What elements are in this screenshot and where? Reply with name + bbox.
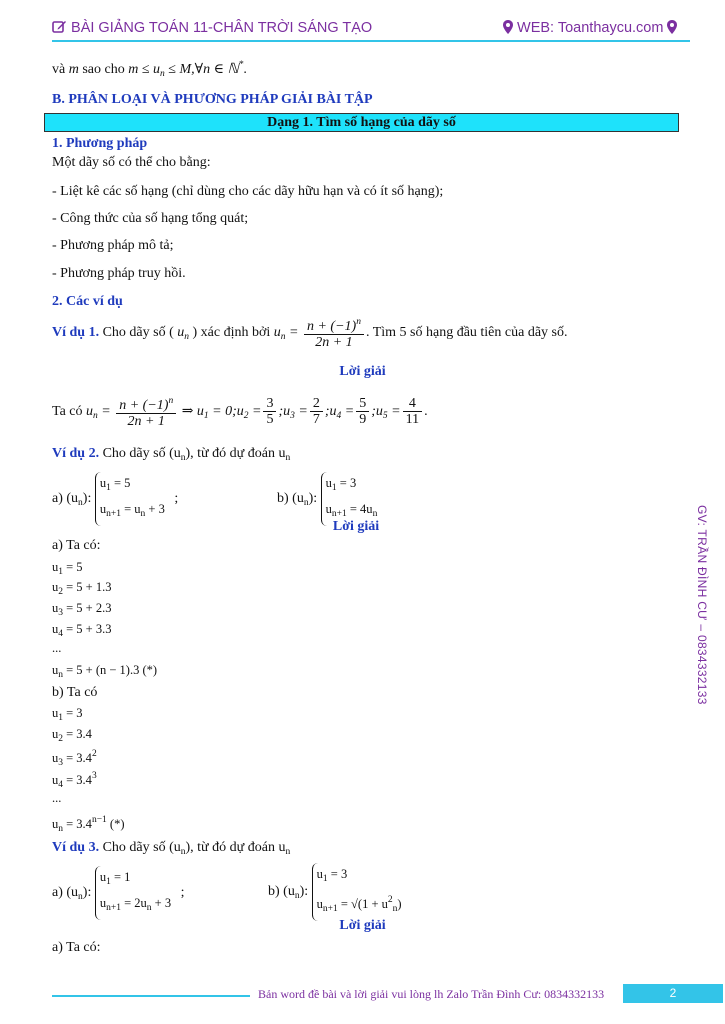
sequence-term: $u_4 = 3.4^3$ [52, 771, 97, 790]
location-pin-icon-2 [667, 20, 677, 38]
general-term: $u_n = 5 + (n - 1).3$ (*) [52, 663, 158, 680]
ellipsis: ... [52, 791, 62, 805]
solution-2a-heading: a) Ta có: [52, 538, 101, 553]
recurrence-system: $u_1 = 1$ $u_{n+1} = 2u_n + 3$ [95, 866, 171, 920]
solution-3a-heading: a) Ta có: [52, 940, 101, 955]
sequence-term: $u_4 = 5 + 3.3$ [52, 622, 112, 639]
example-3: Ví dụ 3. Cho dãy số $(u_n)$, từ đó dự đoán $u_n$ [52, 840, 291, 857]
example-3-part-b: b) $(u_n)$: $u_1 = 3$ $u_{n+1} = √(1 + u^2_n)$ [268, 863, 402, 921]
recurrence-system: $u_1 = 5$ $u_{n+1} = u_n + 3$ [95, 472, 165, 526]
header-website[interactable]: WEB: Toanthaycu.com [517, 20, 664, 36]
sequence-term: $u_3 = 3.4^2$ [52, 749, 97, 768]
header-divider [52, 40, 690, 42]
example-2: Ví dụ 2. Cho dãy số $(u_n)$, từ đó dự đoán $u_n$ [52, 446, 291, 463]
section-heading: B. PHÂN LOẠI VÀ PHƯƠNG PHÁP GIẢI BÀI TẬP [52, 92, 373, 107]
solution-2b-heading: b) Ta có [52, 685, 98, 700]
location-pin-icon [503, 20, 513, 38]
sequence-term: $u_1 = 5$ [52, 560, 83, 577]
footer-text: Bản word đề bài và lời giải vui lòng lh Zalo Trần Đình Cư: 0834332133 [258, 987, 605, 1001]
solution-label-2: Lời giải [332, 519, 380, 534]
header-title: BÀI GIẢNG TOÁN 11-CHÂN TRỜI SÁNG TẠO [71, 20, 373, 36]
method-item: - Phương pháp truy hồi. [52, 266, 186, 281]
phuong-phap-intro: Một dãy số có thể cho bằng: [52, 155, 211, 170]
phuong-phap-heading: 1. Phương pháp [52, 136, 148, 151]
method-item: - Liệt kê các số hạng (chỉ dùng cho các dãy hữu hạn và có ít số hạng); [52, 184, 444, 199]
sequence-term: $u_3 = 5 + 2.3$ [52, 601, 112, 618]
side-author-text: GV: TRẦN ĐÌNH CƯ – 0834332133 [695, 505, 709, 705]
page-number: 2 [623, 984, 723, 1003]
header-left [52, 20, 372, 38]
footer-divider [52, 995, 250, 997]
example-2-part-b: b) $(u_n)$: $u_1 = 3$ $u_{n+1} = 4u_n$ [277, 472, 377, 526]
solution-label-1: Lời giải [339, 364, 386, 379]
recurrence-system: $u_1 = 3$ $u_{n+1} = √(1 + u^2_n)$ [312, 863, 402, 921]
formula-fraction: $\frac{n + (-1)^n}{2n + 1}$ [304, 315, 364, 351]
examples-heading: 2. Các ví dụ [52, 294, 123, 309]
method-item: - Phương pháp mô tả; [52, 238, 174, 253]
example-1: Ví dụ 1. Cho dãy số ( $u_n$ ) xác định bởi $u_n$ = $\frac{n + (-1)^n}{2n + 1}$ . Tìm 5 số hạng đầu tiên của dãy số. [52, 317, 568, 350]
sequence-term: $u_2 = 5 + 1.3$ [52, 580, 112, 597]
recurrence-system: $u_1 = 3$ $u_{n+1} = 4u_n$ [321, 472, 378, 526]
example-3-part-a: a) $(u_n)$: $u_1 = 1$ $u_{n+1} = 2u_n + 3$ ; [52, 866, 184, 920]
method-item: - Công thức của số hạng tổng quát; [52, 211, 249, 226]
sequence-term: $u_2 = 3.4$ [52, 727, 92, 744]
sequence-term: $u_1 = 3$ [52, 706, 83, 723]
intro-line: và m sao cho $m \le u_n$ ≤ M,∀n ∈ ℕ*. [52, 60, 247, 79]
solution-label-3: Lời giải [339, 918, 386, 933]
ellipsis: ... [52, 641, 62, 655]
general-term: $u_n = 3.4^{n-1}$ (*) [52, 815, 125, 834]
solution-1: Ta có $u_n$ = $\frac{n + (-1)^n}{2n + 1}$ ⇒ $u_1$ = $0;u_2$ = $\frac{3}{5}$ $;u_3$ = $\frac{2}{7}$ $;u_4$ = $\frac{5}{9}$ $;u_5$ = $\frac{4}{11}$ . [52, 396, 428, 429]
dang1-title-band: Dạng 1. Tìm số hạng của dãy số [44, 113, 679, 132]
header-right [503, 20, 677, 38]
example-2-part-a: a) $(u_n)$: $u_1 = 5$ $u_{n+1} = u_n + 3$ ; [52, 472, 178, 526]
edit-icon [52, 20, 67, 38]
